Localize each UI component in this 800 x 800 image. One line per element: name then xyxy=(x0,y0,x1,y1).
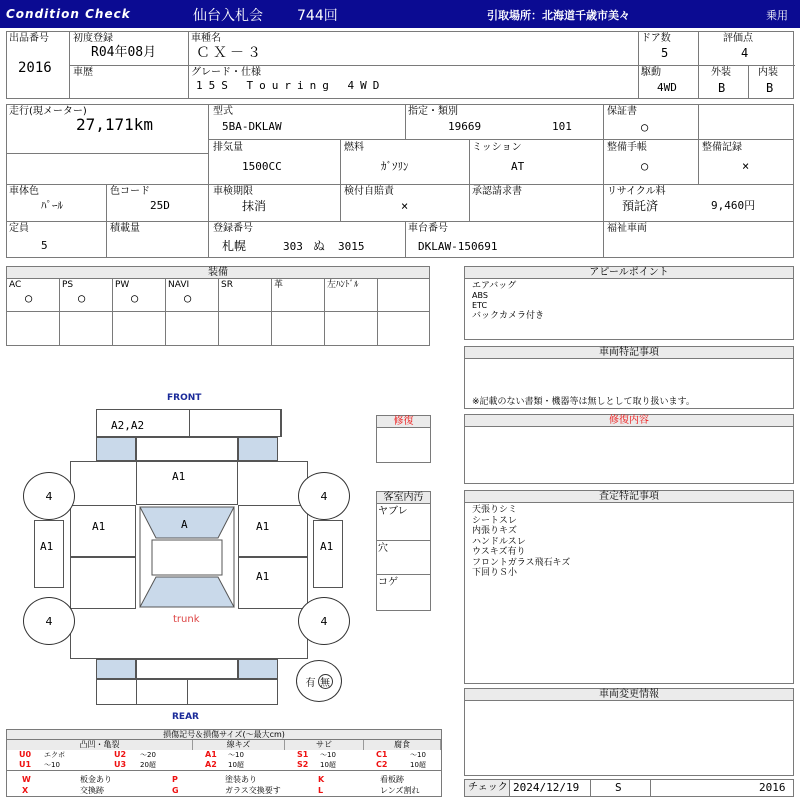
legend-code-0-3: S1 xyxy=(297,750,309,759)
legend-text-0-2: ～10 xyxy=(228,751,244,759)
recycle-fee: 9,460円 xyxy=(711,199,756,212)
legend-mark-0-2: K xyxy=(318,775,325,784)
manual: ○ xyxy=(641,159,649,173)
appeal-title: アピールポイント xyxy=(465,267,793,279)
reg-class: 303 xyxy=(283,240,303,253)
inspection-note-4: ウスキズ有り xyxy=(472,547,526,557)
spare-yes: 有 xyxy=(305,677,316,689)
mileage-label: 走行(現メーター) xyxy=(9,106,87,117)
equipment-label-5: 革 xyxy=(274,280,284,290)
interior-tear: ヤブレ xyxy=(378,506,408,517)
repair-mark-label: 修復 xyxy=(377,416,430,428)
displacement: 1500CC xyxy=(242,160,282,173)
tire-front-right: 4 xyxy=(298,472,350,520)
hood-damage: A1 xyxy=(172,470,186,483)
fuel-label: 燃料 xyxy=(344,142,364,153)
inspection-note-6: 下回りＳ小 xyxy=(472,568,518,578)
inspection-note-2: 内張りキズ xyxy=(472,526,517,536)
reg-area: 札幌 xyxy=(222,239,247,253)
doors: 5 xyxy=(661,46,669,60)
rear-label: REAR xyxy=(172,712,199,722)
tire-rear-left: 4 xyxy=(23,597,75,645)
legend-code-1-2: A2 xyxy=(205,760,217,769)
appeal-line-3: バックカメラ付き xyxy=(472,311,545,321)
legend-code-1-0: U1 xyxy=(19,760,32,769)
record-label: 整備記録 xyxy=(702,142,742,153)
history-label: 車歴 xyxy=(73,67,93,78)
change-box xyxy=(464,688,794,776)
left-front-door-damage: A1 xyxy=(92,520,106,533)
inspection-note-5: フロントガラス飛石キズ xyxy=(472,557,571,568)
warranty: ○ xyxy=(641,120,649,134)
first-reg-label: 初度登録 xyxy=(73,33,113,44)
chassis-label: 車台番号 xyxy=(408,223,448,234)
legend-mark-1-0: X xyxy=(22,786,29,795)
inspection-note-1: シートスレ xyxy=(472,515,517,526)
repair-title: 修復内容 xyxy=(465,415,793,427)
lot-label: 出品番号 xyxy=(9,33,49,44)
record: × xyxy=(742,159,750,173)
interior-burn: コゲ xyxy=(378,577,398,588)
legend-group-3: 腐食 xyxy=(364,740,441,750)
claim-label: 承認請求書 xyxy=(472,186,522,197)
equipment-value-1: ○ xyxy=(78,291,86,305)
tire-front-left: 4 xyxy=(23,472,75,520)
legend-code-1-3: S2 xyxy=(297,760,309,769)
legend-mark-1-1: G xyxy=(172,786,179,795)
legend-mark-text-1-2: レンズ割れ xyxy=(380,786,420,795)
equipment-value-3: ○ xyxy=(184,291,192,305)
interior-title: 客室内汚 xyxy=(377,492,430,504)
trunk-label: trunk xyxy=(173,614,200,625)
score: 4 xyxy=(741,46,749,60)
legend-mark-text-0-1: 塗装あり xyxy=(225,775,257,784)
capacity: 5 xyxy=(41,239,48,252)
legend-mark-0-0: W xyxy=(22,775,31,784)
grade: 15S Touring 4WD xyxy=(196,79,386,92)
legend-code-0-1: U2 xyxy=(114,750,127,759)
equipment-value-2: ○ xyxy=(131,291,139,305)
inspection-note-0: 天張りシミ xyxy=(472,505,518,515)
appeal-line-2: ETC xyxy=(472,301,488,310)
legend-text-1-1: 20超 xyxy=(140,761,156,769)
session-no: 744回 xyxy=(297,8,338,24)
footer-lot: 2016 xyxy=(759,781,786,794)
legend-mark-text-0-0: 板金あり xyxy=(80,775,112,784)
equipment-label-6: 左ﾊﾝﾄﾞﾙ xyxy=(327,280,359,290)
reg-kana: ぬ xyxy=(313,239,326,253)
legend-text-0-3: ～10 xyxy=(320,751,336,759)
inspection-notes-title: 査定特記事項 xyxy=(465,491,793,503)
legend-mark-text-1-1: ガラス交換要す xyxy=(225,786,281,795)
appeal-line-1: ABS xyxy=(472,291,488,300)
roof-damage: A xyxy=(181,518,188,531)
equipment-label-1: PS xyxy=(62,280,74,290)
class-number: 101 xyxy=(552,120,572,133)
tire-rear-right: 4 xyxy=(298,597,350,645)
legend-code-1-4: C2 xyxy=(376,760,388,769)
ext-grade: B xyxy=(718,81,726,95)
inspection-note-3: ハンドルスレ xyxy=(472,536,526,547)
insurance: × xyxy=(401,199,409,213)
inspection: 抹消 xyxy=(242,199,267,213)
type-label: 型式 xyxy=(213,106,233,117)
grade-label: グレード・仕様 xyxy=(191,67,261,78)
appeal-line-0: エアバッグ xyxy=(472,281,517,291)
left-side-damage: A1 xyxy=(40,540,54,553)
recycle-label: リサイクル料 xyxy=(607,186,666,197)
auction-name: 仙台入札会 xyxy=(193,8,263,24)
legend-code-0-4: C1 xyxy=(376,750,388,759)
legend-text-0-4: ～10 xyxy=(410,751,426,759)
legend-text-1-0: ～10 xyxy=(44,761,60,769)
legend-text-0-0: エクボ xyxy=(44,751,65,759)
legend-mark-text-0-2: 看板跡 xyxy=(380,775,404,784)
legend-text-1-3: 10超 xyxy=(320,761,336,769)
legend-title: 損傷記号＆損傷サイズ(～最大cm) xyxy=(7,730,441,740)
legend-group-0: 凸凹・亀裂 xyxy=(7,740,193,750)
legend-text-0-1: ～20 xyxy=(140,751,156,759)
displacement-label: 排気量 xyxy=(213,142,243,153)
legend-code-0-0: U0 xyxy=(19,750,32,759)
color-label: 車体色 xyxy=(9,186,39,197)
model-type: 5BA-DKLAW xyxy=(222,120,282,133)
change-title: 車両変更情報 xyxy=(465,689,793,701)
legend-mark-text-1-0: 交換跡 xyxy=(80,786,104,795)
int-grade: B xyxy=(766,81,774,95)
chassis-number: DKLAW-150691 xyxy=(418,240,498,253)
recycle-status: 預託済 xyxy=(622,199,659,213)
capacity-label: 定員 xyxy=(9,223,29,234)
legend-group-2: サビ xyxy=(285,740,364,750)
equipment-title: 装備 xyxy=(7,267,429,279)
check-date: 2024/12/19 xyxy=(513,781,580,794)
interior-hole: 穴 xyxy=(378,543,388,554)
legend-mark-0-1: P xyxy=(172,775,178,784)
equipment-label-2: PW xyxy=(115,280,130,290)
legend-text-1-4: 10超 xyxy=(410,761,426,769)
legend-code-0-2: A1 xyxy=(205,750,217,759)
category: 乗用 xyxy=(766,9,788,22)
spec-number: 19669 xyxy=(448,120,482,133)
mission: AT xyxy=(511,160,525,173)
spare-tire xyxy=(296,660,342,702)
check-grade: S xyxy=(615,781,622,794)
welfare-label: 福祉車両 xyxy=(607,223,647,234)
color-code: 25D xyxy=(150,199,170,212)
front-bumper-damage: A2,A2 xyxy=(111,419,145,432)
body-color: ﾊﾟｰﾙ xyxy=(41,199,63,212)
first-reg: R04年08月 xyxy=(91,45,157,60)
int-label: 内装 xyxy=(758,67,778,78)
model-label: 車種名 xyxy=(191,33,221,44)
mission-label: ミッション xyxy=(472,142,522,153)
color-code-label: 色コード xyxy=(110,186,150,197)
front-label: FRONT xyxy=(167,393,202,403)
equipment-label-3: NAVI xyxy=(168,280,190,290)
manual-label: 整備手帳 xyxy=(607,142,647,153)
equipment-value-0: ○ xyxy=(25,291,33,305)
right-rear-door-damage: A1 xyxy=(256,570,270,583)
equipment-label-0: AC xyxy=(9,280,22,290)
mileage: 27,171km xyxy=(76,115,154,134)
drive: 4WD xyxy=(657,81,677,94)
brand-title: Condition Check xyxy=(6,7,131,21)
pickup-location: 引取場所：北海道千歳市美々 xyxy=(487,9,630,22)
legend-text-1-2: 10超 xyxy=(228,761,244,769)
doors-label: ドア数 xyxy=(641,33,671,44)
ext-label: 外装 xyxy=(711,67,731,78)
legend-code-1-1: U3 xyxy=(114,760,127,769)
insurance-label: 検付自賠責 xyxy=(344,186,394,197)
model-name: ＣＸ－３ xyxy=(196,45,264,61)
lot-number: 2016 xyxy=(18,60,52,76)
reg-no-label: 登録番号 xyxy=(213,223,253,234)
header-bar xyxy=(0,0,800,28)
spare-no: 無 xyxy=(318,674,333,689)
warranty-label: 保証書 xyxy=(607,106,637,117)
load-label: 積載量 xyxy=(110,223,140,234)
inspection-label: 車検期限 xyxy=(213,186,253,197)
legend-group-1: 線キズ xyxy=(193,740,285,750)
special-title: 車両特記事項 xyxy=(465,347,793,359)
fuel: ｶﾞｿﾘﾝ xyxy=(381,160,409,173)
score-label: 評価点 xyxy=(723,33,753,44)
right-side-damage: A1 xyxy=(320,540,334,553)
drive-label: 駆動 xyxy=(641,67,661,78)
reg-num: 3015 xyxy=(338,240,365,253)
special-note: ※記載のない書類・機器等は無しとして取り扱います。 xyxy=(472,397,695,407)
check-label: チェック xyxy=(468,782,508,793)
legend-mark-1-2: L xyxy=(318,786,324,795)
spec-label: 指定・類別 xyxy=(408,106,458,117)
right-front-door-damage: A1 xyxy=(256,520,270,533)
equipment-label-4: SR xyxy=(221,280,233,290)
